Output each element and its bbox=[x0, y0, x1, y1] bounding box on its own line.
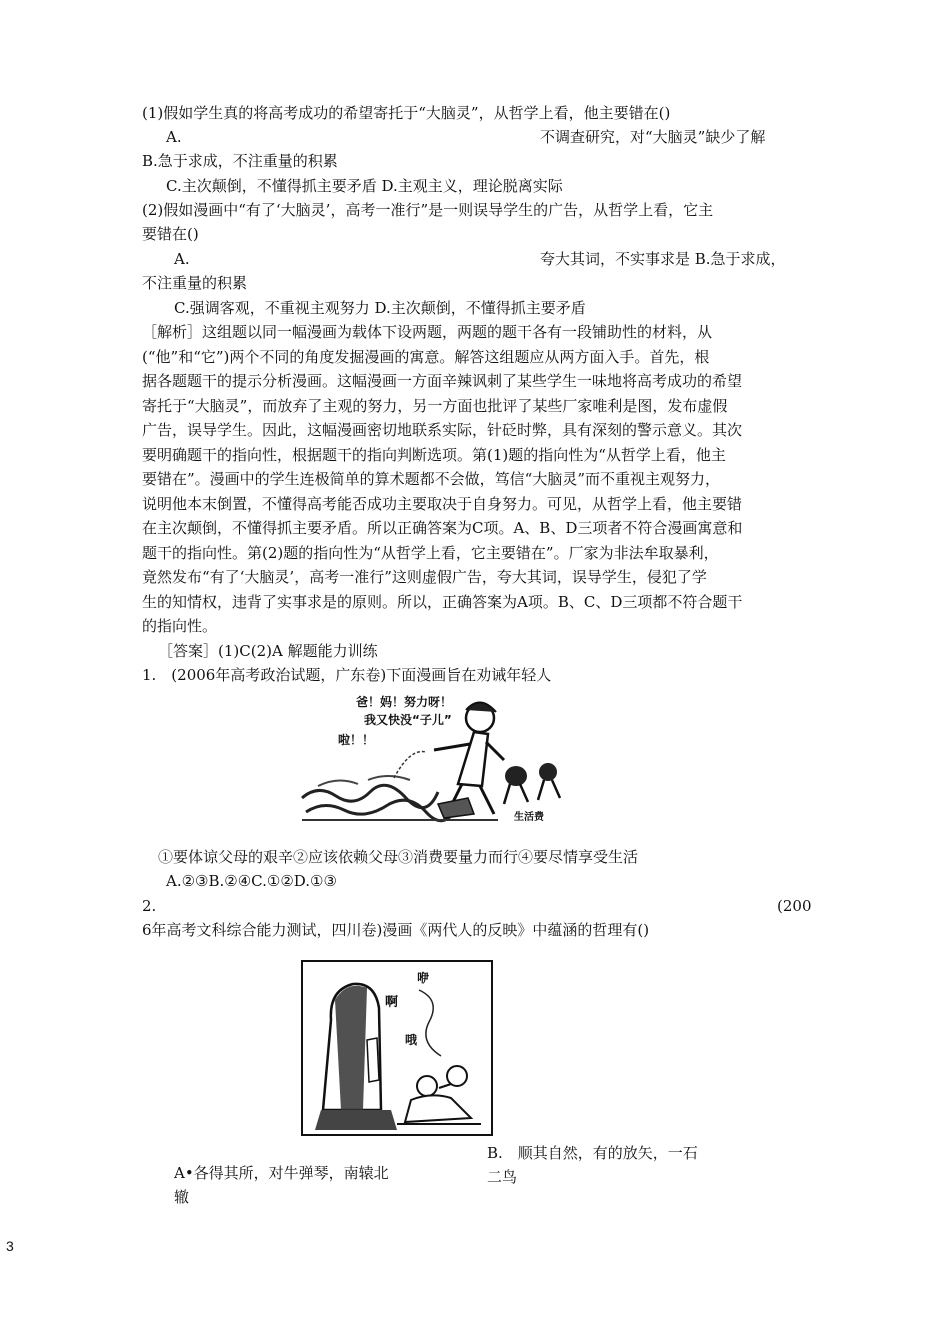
analysis-line: 生的知情权，违背了实事求是的原则。所以，正确答案为A项。B、C、D三项都不符合题干 bbox=[142, 593, 743, 611]
analysis-line: 广告，误导学生。因此，这幅漫画密切地联系实际，针砭时弊，具有深刻的警示意义。其次 bbox=[142, 421, 743, 439]
exercise1-stem: 1. (2006年高考政治试题，广东卷)下面漫画旨在劝诫年轻人 bbox=[142, 666, 552, 684]
exercise2-year-part: (200 bbox=[777, 897, 812, 915]
exercise2-option-b-line1: B. 顺其自然，有的放矢，一石 bbox=[487, 1144, 698, 1162]
cartoon-image-two-generations bbox=[301, 960, 493, 1136]
q2-option-cd: C.强调客观，不重视主观努力 D.主次颠倒，不懂得抓主要矛盾 bbox=[174, 299, 586, 317]
exercise2-option-b-line2: 二鸟 bbox=[487, 1168, 518, 1186]
cartoon1-speech-line: 我又快没“子儿” bbox=[364, 713, 452, 727]
analysis-line: 题干的指向性。第(2)题的指向性为“从哲学上看，它主要错在”。厂家为非法牟取暴利， bbox=[142, 544, 719, 562]
q1-option-a-label: A. bbox=[166, 128, 182, 146]
cartoon2-exclaim-ah: 啊 bbox=[385, 995, 399, 1010]
q2-stem-line2: 要错在() bbox=[142, 225, 199, 243]
cartoon2-exclaim-yi: 咿 bbox=[417, 971, 430, 985]
q1-option-b: B.急于求成，不注重量的积累 bbox=[142, 152, 338, 170]
analysis-line: 在主次颠倒，不懂得抓主要矛盾。所以正确答案为C项。A、B、D三项者不符合漫画寓意和 bbox=[142, 519, 743, 537]
cartoon1-speech-line: 啦！！ bbox=[338, 733, 375, 747]
exercise2-stem: 6年高考文科综合能力测试，四川卷)漫画《两代人的反映》中蕴涵的哲理有() bbox=[142, 921, 650, 939]
q2-option-a-label: A. bbox=[174, 250, 190, 268]
answer-line: ［答案］(1)C(2)A 解题能力训练 bbox=[158, 642, 378, 660]
q2-stem-line1: (2)假如漫画中“有了‘大脑灵’，高考一准行”是一则误导学生的广告，从哲学上看，它主 bbox=[142, 201, 714, 219]
cartoon-image-young-man-running bbox=[298, 688, 570, 826]
analysis-line: 要明确题干的指向性，根据题干的指向判断选项。第(1)题的指向性为“从哲学上看，他主 bbox=[142, 446, 726, 464]
analysis-line: (“他”和“它”)两个不同的角度发掘漫画的寓意。解答这组题应从两方面入手。首先，根 bbox=[142, 348, 710, 366]
cartoon1-label-living-expenses: 生活费 bbox=[514, 812, 544, 823]
analysis-line: ［解析］这组题以同一幅漫画为载体下设两题，两题的题干各有一段铺助性的材料，从 bbox=[142, 323, 713, 341]
analysis-line: 竟然发布“有了‘大脑灵’，高考一准行”这则虚假广告，夸大其词，误导学生，侵犯了学 bbox=[142, 568, 707, 586]
analysis-line: 的指向性。 bbox=[142, 617, 218, 635]
analysis-line: 据各题题干的提示分析漫画。这幅漫画一方面辛辣讽刺了某些学生一味地将高考成功的希望 bbox=[142, 372, 743, 390]
q2-option-b-cont: 不注重量的积累 bbox=[142, 274, 248, 292]
q1-option-a-text: 不调查研究，对“大脑灵”缺少了解 bbox=[540, 128, 766, 146]
exercise2-option-a-line2: 辙 bbox=[174, 1188, 190, 1206]
exercise1-options: A.②③B.②④C.①②D.①③ bbox=[166, 872, 337, 890]
cartoon2-exclaim-o: 哦 bbox=[405, 1033, 418, 1047]
q1-stem: (1)假如学生真的将高考成功的希望寄托于“大脑灵”，从哲学上看，他主要错在() bbox=[142, 104, 671, 122]
q1-option-cd: C.主次颠倒，不懂得抓主要矛盾 D.主观主义，理论脱离实际 bbox=[166, 177, 563, 195]
analysis-line: 说明他本末倒置，不懂得高考能否成功主要取决于自身努力。可见，从哲学上看，他主要错 bbox=[142, 495, 743, 513]
page-number: 3 bbox=[6, 1238, 14, 1254]
q2-option-a-text: 夸大其词，不实事求是 B.急于求成， bbox=[540, 250, 786, 268]
analysis-line: 要错在”。漫画中的学生连极简单的算术题都不会做，笃信“大脑灵”而不重视主观努力， bbox=[142, 470, 721, 488]
exercise2-option-a-line1: A•各得其所，对牛弹琴，南辕北 bbox=[174, 1164, 389, 1182]
analysis-line: 寄托于“大脑灵”，而放弃了主观的努力，另一方面也批评了某些厂家唯利是图，发布虚假 bbox=[142, 397, 728, 415]
exercise1-statements: ①要体谅父母的艰辛②应该依赖父母③消费要量力而行④要尽情享受生活 bbox=[158, 848, 639, 866]
cartoon1-speech-line: 爸！妈！努力呀！ bbox=[356, 695, 453, 709]
exercise2-number: 2. bbox=[142, 897, 157, 915]
